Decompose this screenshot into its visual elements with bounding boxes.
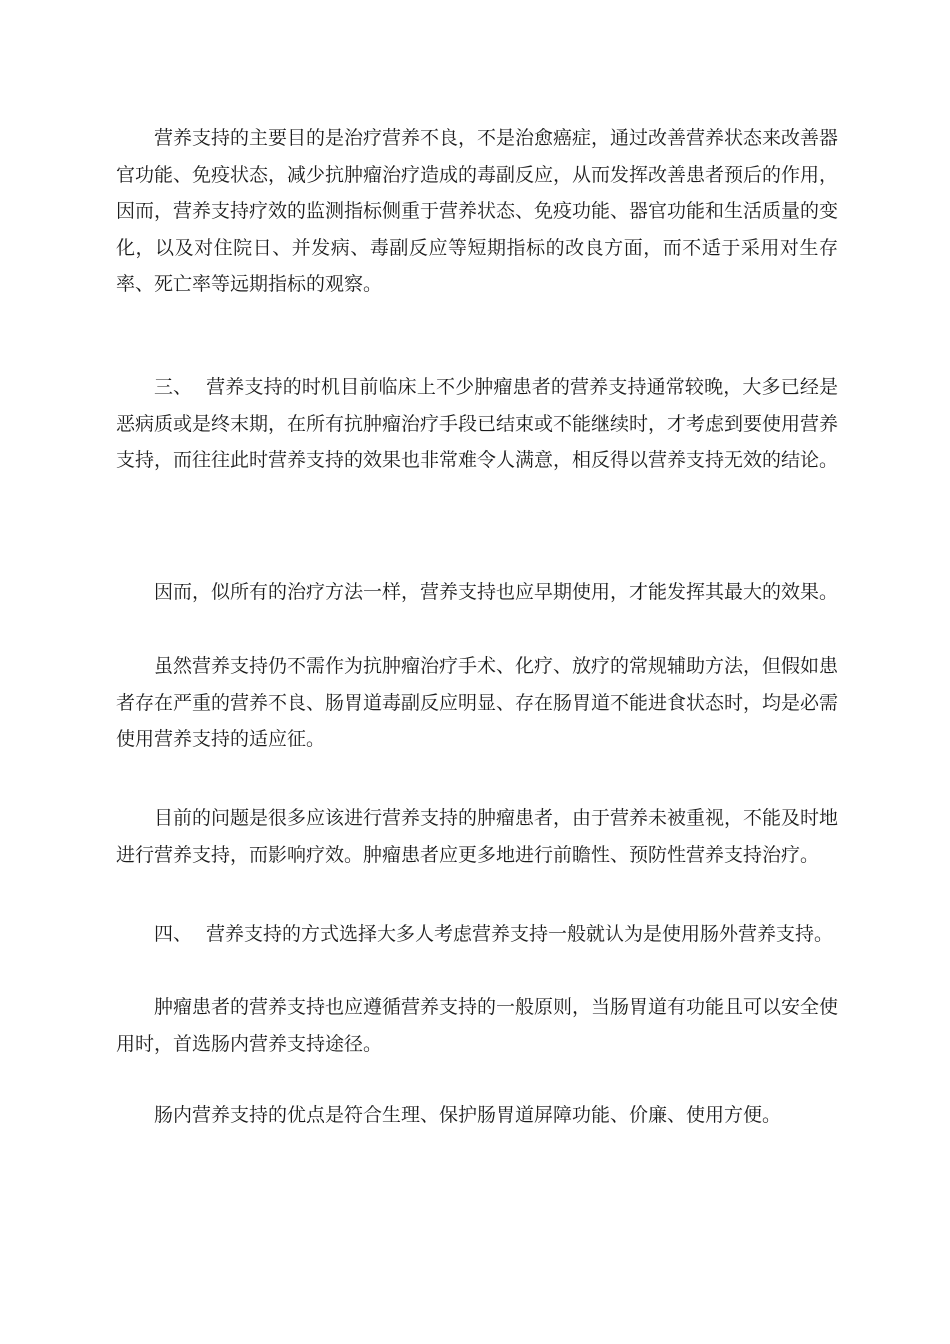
paragraph-text: 肿瘤患者的营养支持也应遵循营养支持的一般原则，当肠胃道有功能且可以安全使用时，首选肠内营养支持途径。: [116, 996, 839, 1055]
paragraph-text: 营养支持的方式选择大多人考虑营养支持一般就认为是使用肠外营养支持。: [206, 923, 834, 945]
paragraph-text: 肠内营养支持的优点是符合生理、保护肠胃道屏障功能、价廉、使用方便。: [154, 1104, 782, 1126]
paragraph-general-principle: [116, 989, 838, 1062]
section-number: 三、: [154, 376, 193, 398]
paragraph-enteral-advantages: [116, 1097, 838, 1134]
section-heading-timing: [116, 369, 838, 479]
paragraph-text: 目前的问题是很多应该进行营养支持的肿瘤患者，由于营养未被重视，不能及时地进行营养支持，而影响疗效。肿瘤患者应更多地进行前瞻性、预防性营养支持治疗。: [116, 807, 839, 866]
section-number: 四、: [154, 923, 193, 945]
section-heading-method: [116, 916, 838, 953]
paragraph-text: 虽然营养支持仍不需作为抗肿瘤治疗手术、化疗、放疗的常规辅助方法，但假如患者存在严重的营养不良、肠胃道毒副反应明显、存在肠胃道不能进食状态时，均是必需使用营养支持的适应征。: [116, 655, 839, 751]
paragraph-current-problem: [116, 800, 838, 873]
paragraph-nutrition-goal: [116, 120, 838, 303]
paragraph-indications: [116, 648, 838, 758]
paragraph-text: 营养支持的时机目前临床上不少肿瘤患者的营养支持通常较晚，大多已经是恶病质或是终末期，在所有抗肿瘤治疗手段已结束或不能继续时，才考虑到要使用营养支持，而往往此时营养支持的效果也非常难令人满意，相反得以营养支持无效的结论。: [116, 376, 839, 472]
paragraph-text: 营养支持的主要目的是治疗营养不良，不是治愈癌症，通过改善营养状态来改善器官功能、免疫状态，减少抗肿瘤治疗造成的毒副反应，从而发挥改善患者预后的作用，因而，营养支持疗效的监测指标侧重于营养状态、免疫功能、器官功能和生活质量的变化，以及对住院日、并发病、毒副反应等短期指标的改良方面，而不适于采用对生存率、死亡率等远期指标的观察。: [116, 127, 839, 296]
paragraph-text: 因而，似所有的治疗方法一样，营养支持也应早期使用，才能发挥其最大的效果。: [154, 581, 839, 603]
paragraph-early-use: [116, 574, 838, 611]
